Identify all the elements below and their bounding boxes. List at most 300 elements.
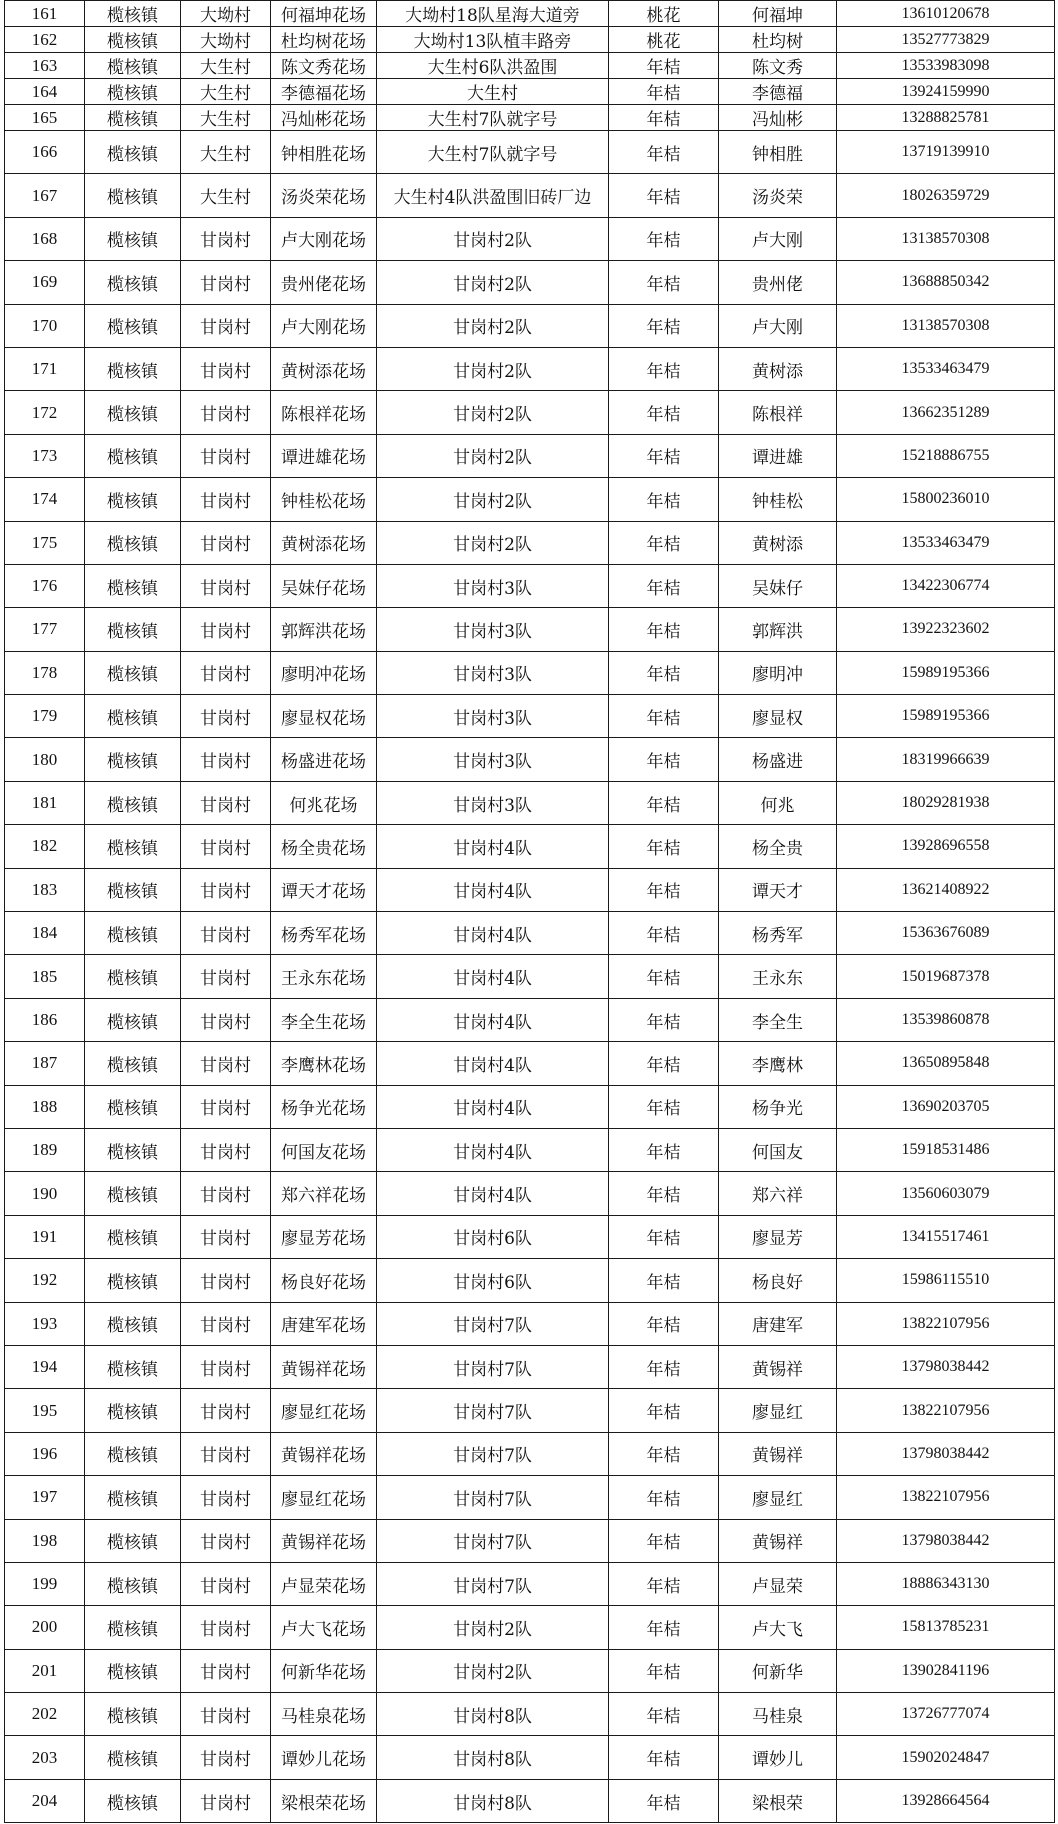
address-cell: 甘岗村4队 (377, 1085, 609, 1128)
table-row (5, 261, 1055, 304)
flower-type-cell: 桃花 (609, 1, 719, 27)
village-cell: 甘岗村 (181, 521, 271, 564)
phone-cell: 13533463479 (837, 521, 1055, 564)
table-row (5, 781, 1055, 824)
town-cell: 榄核镇 (85, 651, 181, 694)
town-cell: 榄核镇 (85, 174, 181, 217)
owner-cell: 李德福 (719, 79, 837, 105)
phone-cell: 15019687378 (837, 955, 1055, 998)
farm-name-cell: 郑六祥花场 (271, 1172, 377, 1215)
address-cell: 甘岗村7队 (377, 1345, 609, 1388)
row-number: 204 (5, 1779, 85, 1823)
row-number: 186 (5, 998, 85, 1041)
phone-cell: 13415517461 (837, 1215, 1055, 1258)
flower-type-cell: 年桔 (609, 825, 719, 868)
village-cell: 甘岗村 (181, 304, 271, 347)
town-cell: 榄核镇 (85, 261, 181, 304)
phone-cell: 13533983098 (837, 53, 1055, 79)
flower-type-cell: 年桔 (609, 955, 719, 998)
flower-type-cell: 年桔 (609, 1519, 719, 1562)
town-cell: 榄核镇 (85, 79, 181, 105)
row-number: 178 (5, 651, 85, 694)
town-cell: 榄核镇 (85, 1476, 181, 1519)
town-cell: 榄核镇 (85, 53, 181, 79)
owner-cell: 谭天才 (719, 868, 837, 911)
row-number: 184 (5, 912, 85, 955)
table-row (5, 1432, 1055, 1475)
village-cell: 甘岗村 (181, 1302, 271, 1345)
town-cell: 榄核镇 (85, 347, 181, 390)
farm-name-cell: 何兆花场 (271, 781, 377, 824)
table-row (5, 27, 1055, 53)
address-cell: 甘岗村2队 (377, 304, 609, 347)
farm-name-cell: 钟桂松花场 (271, 478, 377, 521)
farm-name-cell: 王永东花场 (271, 955, 377, 998)
phone-cell: 15813785231 (837, 1606, 1055, 1649)
town-cell: 榄核镇 (85, 1085, 181, 1128)
town-cell: 榄核镇 (85, 131, 181, 174)
phone-cell: 13138570308 (837, 304, 1055, 347)
farm-name-cell: 谭天才花场 (271, 868, 377, 911)
farm-name-cell: 黄树添花场 (271, 347, 377, 390)
row-number: 201 (5, 1649, 85, 1692)
owner-cell: 杨盛进 (719, 738, 837, 781)
phone-cell: 18026359729 (837, 174, 1055, 217)
owner-cell: 杜均树 (719, 27, 837, 53)
flower-type-cell: 年桔 (609, 434, 719, 477)
table-row (5, 521, 1055, 564)
phone-cell: 13798038442 (837, 1432, 1055, 1475)
row-number: 177 (5, 608, 85, 651)
farm-name-cell: 李鹰林花场 (271, 1042, 377, 1085)
flower-type-cell: 年桔 (609, 53, 719, 79)
town-cell: 榄核镇 (85, 1779, 181, 1823)
town-cell: 榄核镇 (85, 1519, 181, 1562)
flower-type-cell: 年桔 (609, 1476, 719, 1519)
table-row (5, 825, 1055, 868)
row-number: 175 (5, 521, 85, 564)
flower-type-cell: 年桔 (609, 391, 719, 434)
owner-cell: 李鹰林 (719, 1042, 837, 1085)
flower-type-cell: 年桔 (609, 1432, 719, 1475)
phone-cell: 13822107956 (837, 1476, 1055, 1519)
town-cell: 榄核镇 (85, 1736, 181, 1779)
row-number: 194 (5, 1345, 85, 1388)
village-cell: 甘岗村 (181, 912, 271, 955)
phone-cell: 18319966639 (837, 738, 1055, 781)
farm-name-cell: 梁根荣花场 (271, 1779, 377, 1823)
address-cell: 甘岗村3队 (377, 564, 609, 607)
village-cell: 甘岗村 (181, 1476, 271, 1519)
village-cell: 大坳村 (181, 27, 271, 53)
town-cell: 榄核镇 (85, 955, 181, 998)
town-cell: 榄核镇 (85, 1128, 181, 1171)
owner-cell: 梁根荣 (719, 1779, 837, 1823)
farm-name-cell: 马桂泉花场 (271, 1693, 377, 1736)
row-number: 180 (5, 738, 85, 781)
table-row (5, 105, 1055, 131)
village-cell: 甘岗村 (181, 391, 271, 434)
phone-cell: 13822107956 (837, 1302, 1055, 1345)
address-cell: 甘岗村6队 (377, 1259, 609, 1302)
address-cell: 甘岗村2队 (377, 391, 609, 434)
table-row (5, 1779, 1055, 1823)
phone-cell: 13902841196 (837, 1649, 1055, 1692)
phone-cell: 13798038442 (837, 1345, 1055, 1388)
village-cell: 大生村 (181, 131, 271, 174)
village-cell: 甘岗村 (181, 1736, 271, 1779)
owner-cell: 郑六祥 (719, 1172, 837, 1215)
village-cell: 大生村 (181, 105, 271, 131)
owner-cell: 杨全贵 (719, 825, 837, 868)
table-row (5, 1606, 1055, 1649)
address-cell: 甘岗村7队 (377, 1476, 609, 1519)
row-number: 166 (5, 131, 85, 174)
town-cell: 榄核镇 (85, 478, 181, 521)
flower-type-cell: 年桔 (609, 1215, 719, 1258)
village-cell: 甘岗村 (181, 1345, 271, 1388)
phone-cell: 15918531486 (837, 1128, 1055, 1171)
town-cell: 榄核镇 (85, 1649, 181, 1692)
table-row (5, 131, 1055, 174)
phone-cell: 13539860878 (837, 998, 1055, 1041)
table-row (5, 1215, 1055, 1258)
town-cell: 榄核镇 (85, 1042, 181, 1085)
owner-cell: 黄锡祥 (719, 1345, 837, 1388)
table-row (5, 564, 1055, 607)
farm-name-cell: 黄树添花场 (271, 521, 377, 564)
village-cell: 甘岗村 (181, 738, 271, 781)
address-cell: 甘岗村3队 (377, 781, 609, 824)
village-cell: 甘岗村 (181, 1215, 271, 1258)
owner-cell: 黄树添 (719, 347, 837, 390)
row-number: 197 (5, 1476, 85, 1519)
table-row (5, 1345, 1055, 1388)
phone-cell: 13422306774 (837, 564, 1055, 607)
farm-name-cell: 黄锡祥花场 (271, 1432, 377, 1475)
town-cell: 榄核镇 (85, 1, 181, 27)
town-cell: 榄核镇 (85, 521, 181, 564)
address-cell: 大坳村13队植丰路旁 (377, 27, 609, 53)
address-cell: 大生村 (377, 79, 609, 105)
owner-cell: 唐建军 (719, 1302, 837, 1345)
table-row (5, 391, 1055, 434)
village-cell: 甘岗村 (181, 1172, 271, 1215)
row-number: 198 (5, 1519, 85, 1562)
farm-name-cell: 李全生花场 (271, 998, 377, 1041)
flower-type-cell: 年桔 (609, 1693, 719, 1736)
row-number: 161 (5, 1, 85, 27)
farm-name-cell: 陈文秀花场 (271, 53, 377, 79)
table-row (5, 1736, 1055, 1779)
phone-cell: 13610120678 (837, 1, 1055, 27)
address-cell: 甘岗村7队 (377, 1302, 609, 1345)
village-cell: 甘岗村 (181, 217, 271, 260)
owner-cell: 黄锡祥 (719, 1432, 837, 1475)
address-cell: 甘岗村2队 (377, 217, 609, 260)
owner-cell: 王永东 (719, 955, 837, 998)
table-row (5, 1172, 1055, 1215)
flower-type-cell: 年桔 (609, 1389, 719, 1432)
village-cell: 大生村 (181, 174, 271, 217)
town-cell: 榄核镇 (85, 1389, 181, 1432)
town-cell: 榄核镇 (85, 738, 181, 781)
row-number: 163 (5, 53, 85, 79)
farm-name-cell: 杨良好花场 (271, 1259, 377, 1302)
phone-cell: 13288825781 (837, 105, 1055, 131)
flower-type-cell: 年桔 (609, 1172, 719, 1215)
phone-cell: 13688850342 (837, 261, 1055, 304)
flower-type-cell: 年桔 (609, 1562, 719, 1605)
village-cell: 甘岗村 (181, 998, 271, 1041)
farm-name-cell: 杨争光花场 (271, 1085, 377, 1128)
owner-cell: 钟相胜 (719, 131, 837, 174)
flower-type-cell: 年桔 (609, 1345, 719, 1388)
phone-cell: 13822107956 (837, 1389, 1055, 1432)
table-row (5, 347, 1055, 390)
table-row (5, 1562, 1055, 1605)
table-row (5, 1085, 1055, 1128)
phone-cell: 13560603079 (837, 1172, 1055, 1215)
row-number: 188 (5, 1085, 85, 1128)
table-row (5, 738, 1055, 781)
phone-cell: 13928696558 (837, 825, 1055, 868)
town-cell: 榄核镇 (85, 1215, 181, 1258)
flower-type-cell: 年桔 (609, 738, 719, 781)
owner-cell: 谭进雄 (719, 434, 837, 477)
flower-farm-table (4, 0, 1055, 1823)
village-cell: 甘岗村 (181, 825, 271, 868)
flower-type-cell: 年桔 (609, 608, 719, 651)
town-cell: 榄核镇 (85, 391, 181, 434)
town-cell: 榄核镇 (85, 1259, 181, 1302)
town-cell: 榄核镇 (85, 1693, 181, 1736)
flower-type-cell: 年桔 (609, 998, 719, 1041)
village-cell: 甘岗村 (181, 1606, 271, 1649)
table-row (5, 304, 1055, 347)
owner-cell: 冯灿彬 (719, 105, 837, 131)
farm-name-cell: 杨盛进花场 (271, 738, 377, 781)
row-number: 196 (5, 1432, 85, 1475)
flower-type-cell: 年桔 (609, 261, 719, 304)
flower-type-cell: 年桔 (609, 1128, 719, 1171)
table-row (5, 1519, 1055, 1562)
village-cell: 甘岗村 (181, 261, 271, 304)
address-cell: 甘岗村2队 (377, 261, 609, 304)
village-cell: 大生村 (181, 53, 271, 79)
owner-cell: 廖显权 (719, 695, 837, 738)
phone-cell: 13922323602 (837, 608, 1055, 651)
phone-cell: 15218886755 (837, 434, 1055, 477)
address-cell: 甘岗村4队 (377, 955, 609, 998)
flower-type-cell: 年桔 (609, 304, 719, 347)
phone-cell: 13533463479 (837, 347, 1055, 390)
farm-name-cell: 卢显荣花场 (271, 1562, 377, 1605)
phone-cell: 13662351289 (837, 391, 1055, 434)
farm-name-cell: 廖显芳花场 (271, 1215, 377, 1258)
phone-cell: 15902024847 (837, 1736, 1055, 1779)
village-cell: 甘岗村 (181, 1432, 271, 1475)
town-cell: 榄核镇 (85, 868, 181, 911)
flower-type-cell: 年桔 (609, 1649, 719, 1692)
town-cell: 榄核镇 (85, 27, 181, 53)
village-cell: 甘岗村 (181, 564, 271, 607)
flower-type-cell: 年桔 (609, 1779, 719, 1823)
farm-name-cell: 李德福花场 (271, 79, 377, 105)
phone-cell: 13719139910 (837, 131, 1055, 174)
row-number: 170 (5, 304, 85, 347)
address-cell: 甘岗村3队 (377, 695, 609, 738)
row-number: 174 (5, 478, 85, 521)
town-cell: 榄核镇 (85, 105, 181, 131)
town-cell: 榄核镇 (85, 564, 181, 607)
flower-type-cell: 年桔 (609, 781, 719, 824)
address-cell: 甘岗村7队 (377, 1389, 609, 1432)
phone-cell: 13527773829 (837, 27, 1055, 53)
farm-name-cell: 何福坤花场 (271, 1, 377, 27)
table-row (5, 1693, 1055, 1736)
farm-name-cell: 钟相胜花场 (271, 131, 377, 174)
owner-cell: 郭辉洪 (719, 608, 837, 651)
address-cell: 甘岗村4队 (377, 912, 609, 955)
address-cell: 甘岗村4队 (377, 1042, 609, 1085)
town-cell: 榄核镇 (85, 217, 181, 260)
flower-type-cell: 年桔 (609, 217, 719, 260)
flower-type-cell: 年桔 (609, 478, 719, 521)
owner-cell: 黄锡祥 (719, 1519, 837, 1562)
address-cell: 甘岗村3队 (377, 738, 609, 781)
village-cell: 甘岗村 (181, 651, 271, 694)
table-row (5, 912, 1055, 955)
table-row (5, 217, 1055, 260)
village-cell: 甘岗村 (181, 1042, 271, 1085)
village-cell: 甘岗村 (181, 1693, 271, 1736)
town-cell: 榄核镇 (85, 1562, 181, 1605)
farm-name-cell: 杜均树花场 (271, 27, 377, 53)
address-cell: 甘岗村3队 (377, 651, 609, 694)
phone-cell: 13726777074 (837, 1693, 1055, 1736)
row-number: 165 (5, 105, 85, 131)
table-row (5, 695, 1055, 738)
owner-cell: 黄树添 (719, 521, 837, 564)
row-number: 179 (5, 695, 85, 738)
farm-name-cell: 廖显红花场 (271, 1389, 377, 1432)
flower-type-cell: 年桔 (609, 1736, 719, 1779)
farm-name-cell: 何新华花场 (271, 1649, 377, 1692)
address-cell: 甘岗村2队 (377, 434, 609, 477)
owner-cell: 陈文秀 (719, 53, 837, 79)
farm-name-cell: 何国友花场 (271, 1128, 377, 1171)
table-body (5, 1, 1055, 1823)
owner-cell: 汤炎荣 (719, 174, 837, 217)
table-row (5, 434, 1055, 477)
row-number: 176 (5, 564, 85, 607)
village-cell: 甘岗村 (181, 1085, 271, 1128)
owner-cell: 卢大刚 (719, 217, 837, 260)
village-cell: 大坳村 (181, 1, 271, 27)
table-row (5, 1042, 1055, 1085)
flower-type-cell: 年桔 (609, 1085, 719, 1128)
owner-cell: 卢显荣 (719, 1562, 837, 1605)
village-cell: 甘岗村 (181, 1779, 271, 1823)
address-cell: 甘岗村4队 (377, 1172, 609, 1215)
farm-name-cell: 杨秀军花场 (271, 912, 377, 955)
town-cell: 榄核镇 (85, 825, 181, 868)
phone-cell: 13928664564 (837, 1779, 1055, 1823)
phone-cell: 13138570308 (837, 217, 1055, 260)
row-number: 169 (5, 261, 85, 304)
village-cell: 甘岗村 (181, 868, 271, 911)
farm-name-cell: 卢大飞花场 (271, 1606, 377, 1649)
farm-name-cell: 廖明冲花场 (271, 651, 377, 694)
farm-name-cell: 卢大刚花场 (271, 304, 377, 347)
row-number: 182 (5, 825, 85, 868)
owner-cell: 卢大飞 (719, 1606, 837, 1649)
owner-cell: 杨争光 (719, 1085, 837, 1128)
address-cell: 大生村7队就字号 (377, 105, 609, 131)
village-cell: 甘岗村 (181, 1259, 271, 1302)
address-cell: 甘岗村7队 (377, 1432, 609, 1475)
farm-name-cell: 黄锡祥花场 (271, 1519, 377, 1562)
farm-name-cell: 杨全贵花场 (271, 825, 377, 868)
town-cell: 榄核镇 (85, 912, 181, 955)
row-number: 171 (5, 347, 85, 390)
flower-type-cell: 年桔 (609, 695, 719, 738)
town-cell: 榄核镇 (85, 998, 181, 1041)
village-cell: 甘岗村 (181, 1649, 271, 1692)
village-cell: 甘岗村 (181, 434, 271, 477)
phone-cell: 15363676089 (837, 912, 1055, 955)
owner-cell: 卢大刚 (719, 304, 837, 347)
table-row (5, 1649, 1055, 1692)
town-cell: 榄核镇 (85, 781, 181, 824)
address-cell: 甘岗村8队 (377, 1736, 609, 1779)
village-cell: 甘岗村 (181, 478, 271, 521)
table-row (5, 1476, 1055, 1519)
table-row (5, 53, 1055, 79)
farm-name-cell: 廖显红花场 (271, 1476, 377, 1519)
owner-cell: 廖显红 (719, 1389, 837, 1432)
address-cell: 甘岗村2队 (377, 521, 609, 564)
flower-type-cell: 年桔 (609, 912, 719, 955)
flower-type-cell: 年桔 (609, 1606, 719, 1649)
address-cell: 大生村7队就字号 (377, 131, 609, 174)
row-number: 183 (5, 868, 85, 911)
address-cell: 甘岗村4队 (377, 998, 609, 1041)
town-cell: 榄核镇 (85, 1606, 181, 1649)
row-number: 203 (5, 1736, 85, 1779)
row-number: 185 (5, 955, 85, 998)
farm-name-cell: 贵州佬花场 (271, 261, 377, 304)
owner-cell: 廖明冲 (719, 651, 837, 694)
owner-cell: 吴妹仔 (719, 564, 837, 607)
farm-name-cell: 卢大刚花场 (271, 217, 377, 260)
town-cell: 榄核镇 (85, 1432, 181, 1475)
address-cell: 甘岗村4队 (377, 1128, 609, 1171)
table-row (5, 651, 1055, 694)
flower-type-cell: 年桔 (609, 105, 719, 131)
town-cell: 榄核镇 (85, 1302, 181, 1345)
phone-cell: 13798038442 (837, 1519, 1055, 1562)
row-number: 173 (5, 434, 85, 477)
row-number: 190 (5, 1172, 85, 1215)
flower-type-cell: 年桔 (609, 79, 719, 105)
flower-type-cell: 年桔 (609, 174, 719, 217)
table-row (5, 79, 1055, 105)
row-number: 200 (5, 1606, 85, 1649)
row-number: 192 (5, 1259, 85, 1302)
village-cell: 甘岗村 (181, 1519, 271, 1562)
